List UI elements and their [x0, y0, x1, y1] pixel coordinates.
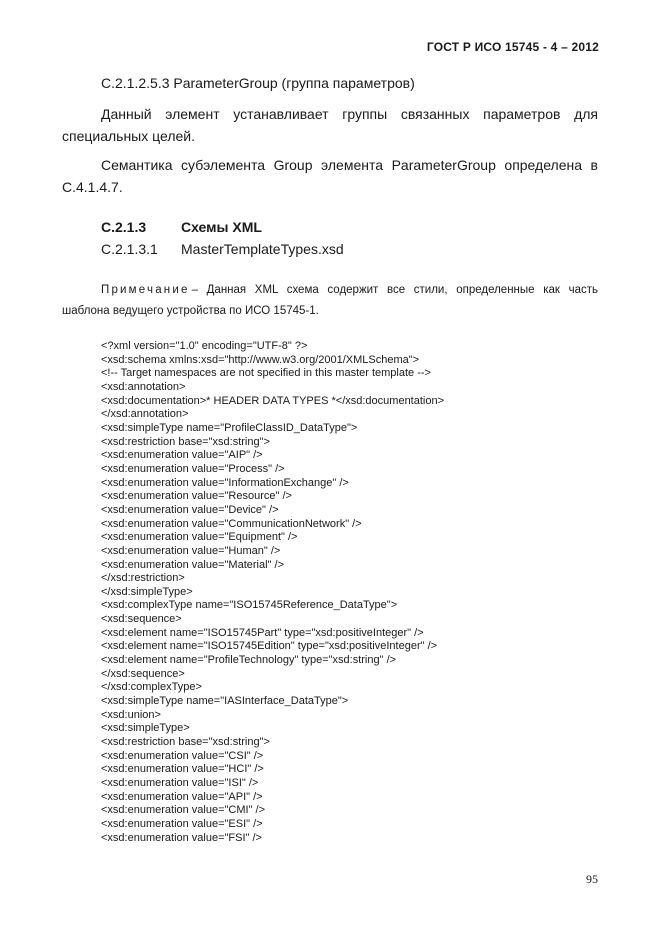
- code-line: <!-- Target namespaces are not specified in this master template -->: [101, 367, 431, 380]
- code-line: <xsd:simpleType name="ProfileClassID_DataType">: [101, 421, 358, 434]
- paragraph-line: Семантика субэлемента Group элемента ParameterGroup определена в: [101, 157, 598, 173]
- paragraph-line: специальных целей.: [62, 128, 195, 144]
- code-line: <xsd:enumeration value="Device" />: [101, 503, 279, 516]
- paragraph-line: Данный элемент устанавливает группы связанных параметров для: [101, 106, 598, 122]
- code-line: <xsd:enumeration value="Process" />: [101, 462, 285, 475]
- code-line: </xsd:annotation>: [101, 408, 189, 421]
- section-heading: С.2.1.2.5.3 ParameterGroup (группа параметров): [101, 75, 415, 91]
- page-number: 95: [586, 872, 598, 886]
- code-line: <xsd:restriction base="xsd:string">: [101, 435, 270, 448]
- code-line: <?xml version="1.0" encoding="UTF-8" ?>: [101, 340, 308, 352]
- code-line: <xsd:enumeration value="CSI" />: [101, 749, 264, 762]
- code-line: <xsd:enumeration value="Human" />: [101, 544, 281, 557]
- code-line: </xsd:sequence>: [101, 667, 185, 680]
- code-line: </xsd:complexType>: [101, 681, 202, 694]
- subsubsection-title: MasterTemplateTypes.xsd: [181, 241, 344, 257]
- code-line: <xsd:enumeration value="Material" />: [101, 558, 284, 571]
- subsubsection-number: С.2.1.3.1: [101, 241, 158, 257]
- paragraph-line: С.4.1.4.7.: [62, 179, 123, 195]
- code-line: <xsd:element name="ProfileTechnology" type="xsd:string" />: [101, 654, 397, 667]
- subsection-number: С.2.1.3: [101, 219, 147, 235]
- code-line: <xsd:sequence>: [101, 613, 182, 626]
- code-line: <xsd:element name="ISO15745Part" type="xsd:positiveInteger" />: [101, 626, 424, 639]
- code-line: <xsd:enumeration value="ISI" />: [101, 777, 259, 789]
- code-line: <xsd:enumeration value="InformationExchange" />: [101, 476, 349, 489]
- xml-code-block: [101, 340, 444, 845]
- code-line: <xsd:element name="ISO15745Edition" type="xsd:positiveInteger" />: [101, 640, 438, 653]
- code-line: <xsd:enumeration value="CMI" />: [101, 804, 266, 817]
- code-line: <xsd:simpleType name="IASInterface_DataType">: [101, 695, 349, 708]
- code-line: <xsd:simpleType>: [101, 722, 190, 735]
- code-line: <xsd:annotation>: [101, 380, 186, 393]
- page-header: ГОСТ Р ИСО 15745 - 4 – 2012: [426, 40, 599, 54]
- code-line: <xsd:complexType name="ISO15745Reference_DataType">: [101, 599, 398, 612]
- code-line: <xsd:enumeration value="Resource" />: [101, 490, 292, 503]
- code-line: <xsd:enumeration value="FSI" />: [101, 831, 262, 844]
- code-line: </xsd:simpleType>: [101, 585, 193, 598]
- code-line: <xsd:documentation>* HEADER DATA TYPES *</xsd:documentation>: [101, 394, 445, 407]
- code-line: <xsd:enumeration value="CommunicationNetwork" />: [101, 517, 362, 530]
- code-line: <xsd:schema xmlns:xsd="http://www.w3.org/2001/XMLSchema">: [101, 353, 420, 366]
- code-line: <xsd:union>: [101, 708, 161, 721]
- note-line: шаблона ведущего устройства по ИСО 15745-1.: [62, 305, 319, 317]
- note-label: Примечание: [101, 284, 190, 296]
- code-line: <xsd:enumeration value="HCI" />: [101, 763, 264, 776]
- note-text: – Данная XML схема содержит все стили, определенные как часть: [191, 284, 598, 296]
- code-line: </xsd:restriction>: [101, 572, 185, 585]
- subsection-title: Схемы XML: [181, 219, 262, 235]
- note-line: [101, 279, 598, 301]
- code-line: <xsd:enumeration value="API" />: [101, 790, 263, 803]
- code-line: <xsd:restriction base="xsd:string">: [101, 736, 270, 749]
- code-line: <xsd:enumeration value="Equipment" />: [101, 531, 298, 544]
- code-line: <xsd:enumeration value="ESI" />: [101, 817, 263, 830]
- code-line: <xsd:enumeration value="AIP" />: [101, 449, 263, 462]
